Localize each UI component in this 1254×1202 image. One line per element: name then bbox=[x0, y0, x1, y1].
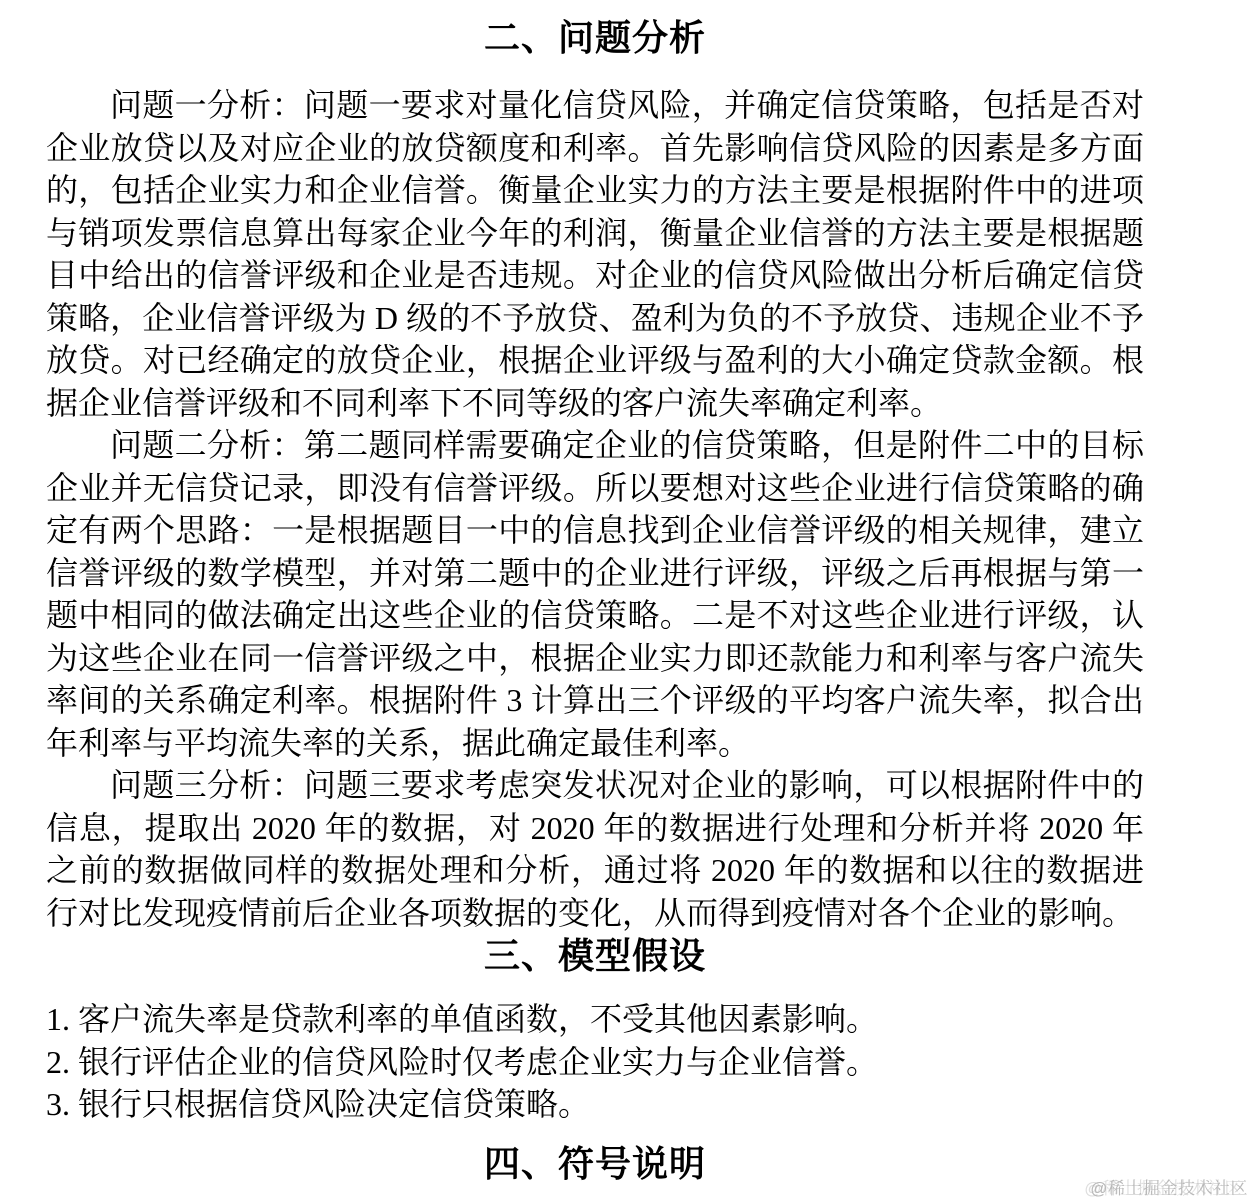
section-title-model-assumptions: 三、模型假设 bbox=[483, 935, 706, 976]
section-title-problem-analysis: 二、问题分析 bbox=[483, 17, 706, 58]
problem-analysis-body bbox=[46, 84, 1144, 934]
watermark: @稀土掘金技术社区 bbox=[1090, 1179, 1248, 1198]
paragraph-problem-1-analysis: 问题一分析：问题一要求对量化信贷风险，并确定信贷策略，包括是否对企业放贷以及对应企业的放贷额度和利率。首先影响信贷风险的因素是多方面的，包括企业实力和企业信誉。衡量企业实力的方法主要是根据附件中的进项与销项发票信息算出每家企业今年的利润，衡量企业信誉的方法主要是根据题目中给出的信誉评级和企业是否违规。对企业的信贷风险做出分析后确定信贷策略，企业信誉评级为 D 级的不予放贷、盈利为负的不予放贷、违规企业不予放贷。对已经确定的放贷企业，根据企业评级与盈利的大小确定贷款金额。根据企业信誉评级和不同利率下不同等级的客户流失率确定利率。 bbox=[46, 87, 1144, 421]
paragraph-problem-3-analysis: 问题三分析：问题三要求考虑突发状况对企业的影响，可以根据附件中的信息，提取出 2020 年的数据，对 2020 年的数据进行处理和分析并将 2020 年之前的数据做同样的数据处理和分析，通过将 2020 年的数据和以往的数据进行对比发现疫情前后企业各项数据的变化，从而得到疫情对各个企业的影响。 bbox=[46, 767, 1144, 931]
section-title-symbol-description: 四、符号说明 bbox=[483, 1142, 706, 1184]
paragraph-problem-2-analysis: 问题二分析：第二题同样需要确定企业的信贷策略，但是附件二中的目标企业并无信贷记录，即没有信誉评级。所以要想对这些企业进行信贷策略的确定有两个思路：一是根据题目一中的信息找到企业信誉评级的相关规律，建立信誉评级的数学模型，并对第二题中的企业进行评级，评级之后再根据与第一题中相同的做法确定出这些企业的信贷策略。二是不对这些企业进行评级，认为这些企业在同一信誉评级之中，根据企业实力即还款能力和利率与客户流失率间的关系确定利率。根据附件 3 计算出三个评级的平均客户流失率，拟合出年利率与平均流失率的关系，据此确定最佳利率。 bbox=[46, 427, 1144, 761]
assumption-item-2: 2. 银行评估企业的信贷风险时仅考虑企业实力与企业信誉。 bbox=[46, 1043, 879, 1080]
assumption-item-1: 1. 客户流失率是贷款利率的单值函数，不受其他因素影响。 bbox=[46, 1001, 879, 1037]
assumption-item-3: 3. 银行只根据信贷风险决定信贷策略。 bbox=[46, 1086, 591, 1122]
model-assumptions-list bbox=[46, 998, 1144, 1126]
